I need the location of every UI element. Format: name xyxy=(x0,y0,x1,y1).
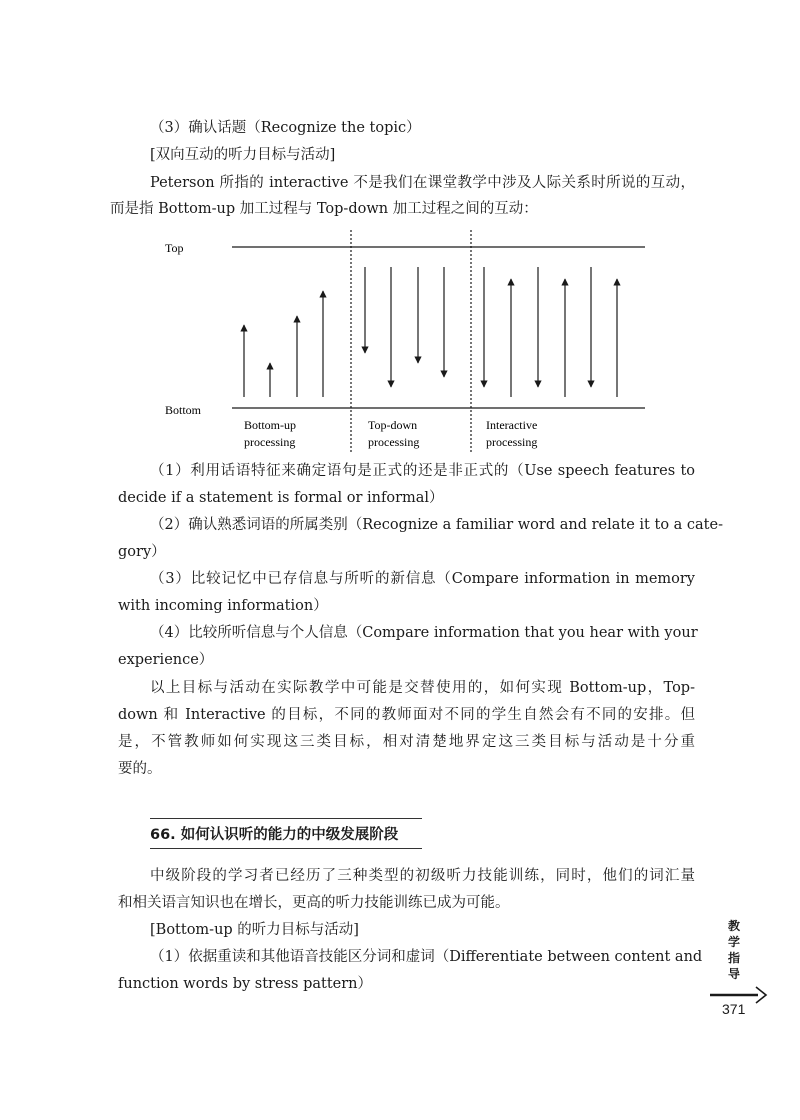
side-label-char: 学 xyxy=(727,935,740,949)
item-4-line: experience） xyxy=(118,652,214,668)
paragraph-line: down 和 Interactive 的目标，不同的教师面对不同的学生自然会有不同的安排。但 xyxy=(118,707,695,723)
item-3-line: （3）比较记忆中已存信息与所听的新信息（Compare information in memory xyxy=(150,571,695,587)
paragraph-line: 和相关语言知识也在增长，更高的听力技能训练已成为可能。 xyxy=(118,895,510,911)
panel-label: processing xyxy=(368,435,420,449)
top-label: Top xyxy=(165,241,184,255)
item-1-line: （1）依据重读和其他语音技能区分词和虚词（Differentiate between content and xyxy=(150,949,703,965)
section-rule-top xyxy=(150,818,422,819)
panel-label: Interactive xyxy=(486,418,538,432)
section-rule-bottom xyxy=(150,848,422,849)
item-2-line: （2）确认熟悉词语的所属类别（Recognize a familiar word and relate it to a cate- xyxy=(150,517,723,533)
side-label-char: 教 xyxy=(727,919,740,933)
processing-diagram-svg xyxy=(150,225,670,460)
item-1-line: （1）利用话语特征来确定语句是正式的还是非正式的（Use speech features to xyxy=(150,463,695,479)
paragraph-line: Peterson 所指的 interactive 不是我们在课堂教学中涉及人际关系时所说的互动， xyxy=(150,175,695,191)
item-4-line: （4）比较所听信息与个人信息（Compare information that you hear with your xyxy=(150,625,698,641)
side-label-char: 指 xyxy=(727,951,740,965)
paragraph-line: 中级阶段的学习者已经历了三种类型的初级听力技能训练，同时，他们的词汇量 xyxy=(150,868,695,884)
item-1-line: decide if a statement is formal or informal） xyxy=(118,490,444,506)
item-1-line: function words by stress pattern） xyxy=(118,976,372,992)
item-2-line: gory） xyxy=(118,544,166,560)
paragraph-line: 而是指 Bottom-up 加工过程与 Top-down 加工过程之间的互动： xyxy=(110,201,538,217)
item-3-recognize-topic: （3）确认话题（Recognize the topic） xyxy=(150,120,421,136)
paragraph-line: 以上目标与活动在实际教学中可能是交替使用的，如何实现 Bottom-up，Top- xyxy=(150,680,695,696)
heading-bottom-up-goals: [Bottom-up 的听力目标与活动] xyxy=(150,922,359,938)
processing-diagram xyxy=(150,225,670,460)
panel-label: processing xyxy=(244,435,296,449)
panel-label: Top-down xyxy=(368,418,418,432)
item-3-line: with incoming information） xyxy=(118,598,328,614)
bottom-label: Bottom xyxy=(165,403,202,417)
page-number: 371 xyxy=(722,1001,746,1017)
side-label-char: 导 xyxy=(727,967,740,981)
paragraph-line: 要的。 xyxy=(118,761,162,777)
section-title: 66. 如何认识听的能力的中级发展阶段 xyxy=(150,827,399,843)
panel-label: processing xyxy=(486,435,538,449)
heading-interactive-goals: [双向互动的听力目标与活动] xyxy=(150,147,336,163)
paragraph-line: 是，不管教师如何实现这三类目标，相对清楚地界定这三类目标与活动是十分重 xyxy=(118,734,695,750)
panel-label: Bottom-up xyxy=(244,418,297,432)
